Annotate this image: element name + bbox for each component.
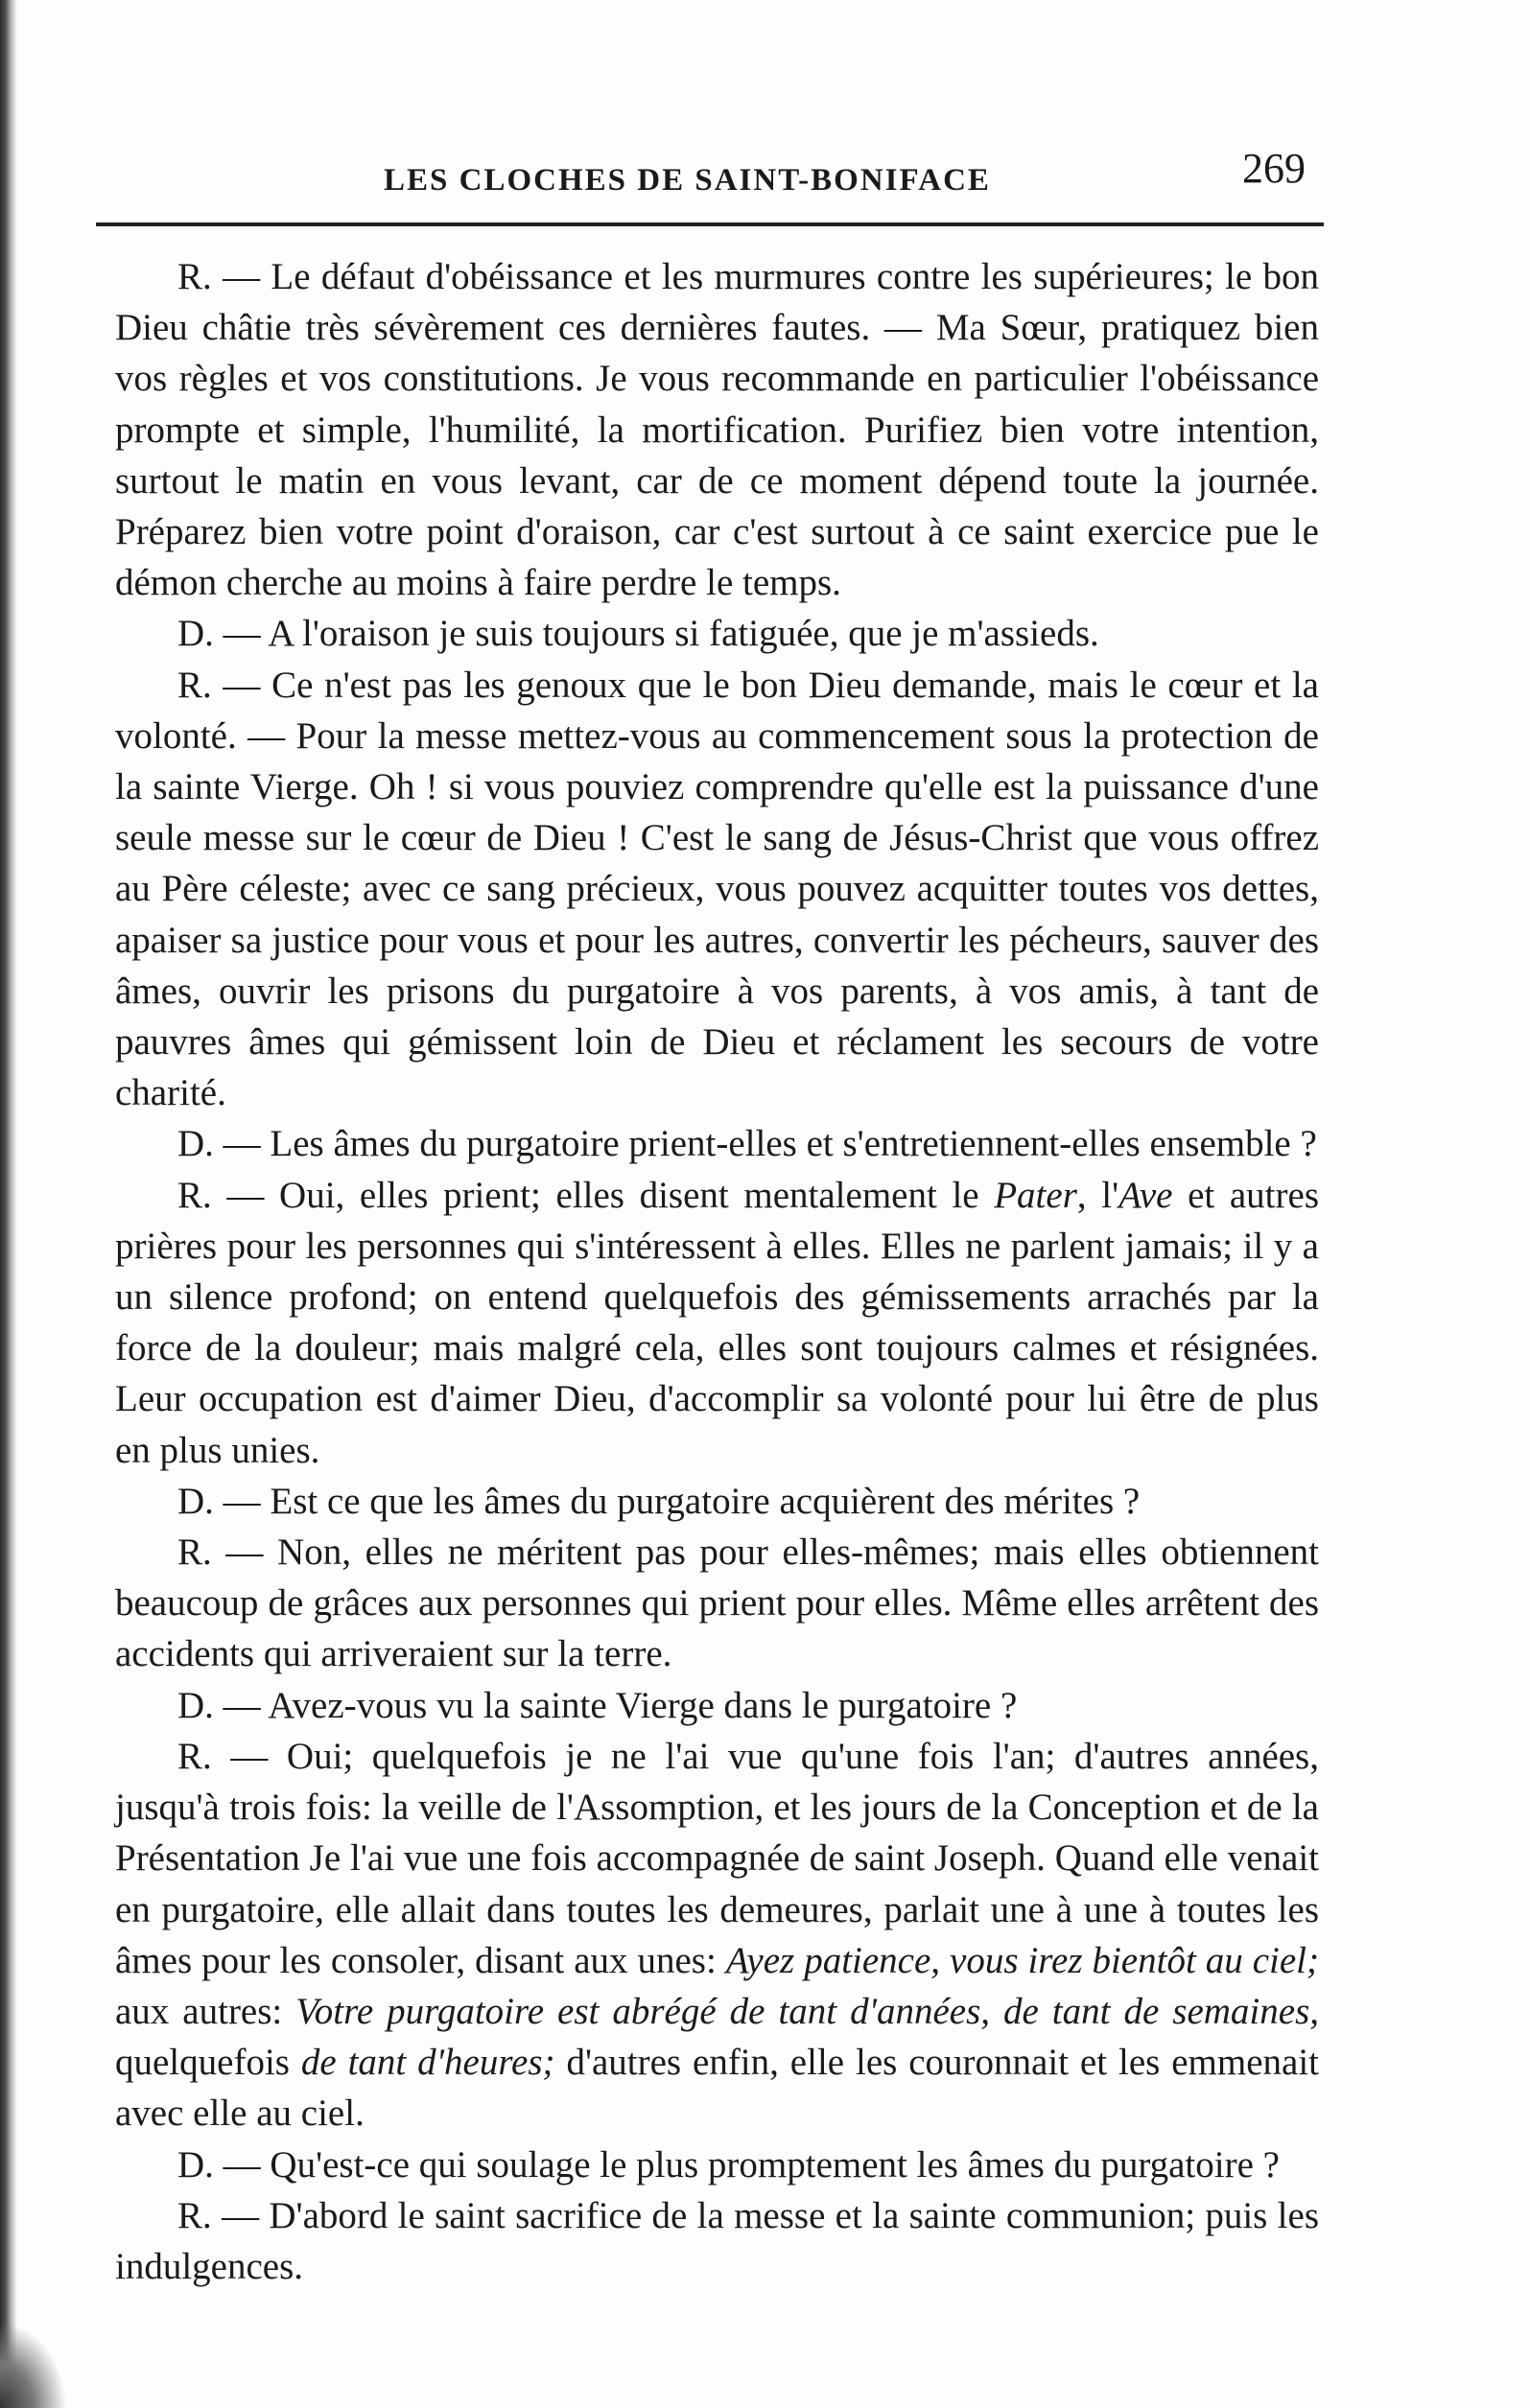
italic-term-ave: Ave [1118, 1174, 1173, 1216]
paragraph: R. — D'abord le saint sacrifice de la messe et la sainte communion; puis les indulgences. [115, 2194, 1319, 2287]
paragraph-text: et autres prières pour les personnes qui s'intéressent à elles. Elles ne parlent jamais; il y a un silence profond; on entend quelquefois des gémissements arrachés par la force de la douleur; mais malgré cela, elles sont toujours calmes et résignées. Leur occupation est d'aimer Dieu, d'accomplir sa volonté pour lui être de plus en plus unies. [115, 1174, 1319, 1471]
running-title: LES CLOCHES DE SAINT-BONIFACE [384, 163, 991, 198]
italic-quote: de tant d'heures; [300, 2042, 555, 2084]
italic-term-pater: Pater [994, 1174, 1077, 1216]
paragraph: D. — Les âmes du purgatoire prient-elles et s'entretiennent-elles ensemble ? [177, 1123, 1317, 1165]
paragraph-text: d'autres enfin, elle les couronnait et les emmenait avec elle au ciel. [115, 2042, 1319, 2135]
paragraph-text: aux autres: [115, 1990, 296, 2032]
paragraph-text: R. — Oui, elles prient; elles disent mentalement le [177, 1174, 995, 1216]
italic-quote: Ayez patience, vous irez bientôt au ciel; [725, 1939, 1319, 1981]
paragraph: R. — Le défaut d'obéissance et les murmures contre les supérieures; le bon Dieu châtie très sévèrement ces dernières fautes. — Ma Sœur, pratiquez bien vos règles et vos constitutions. Je vous recommande en particulier l'obéissance prompte et simple, l'humilité, la mortification. Purifiez bien votre intention, surtout le matin en vous levant, car de ce moment dépend toute la journée. Préparez bien votre point d'oraison, car c'est surtout à ce saint exercice pue le démon cherche au moins à faire perdre le temps. [115, 256, 1319, 604]
italic-quote: Votre purgatoire est abrégé de tant d'années, de tant de semaines, [295, 1990, 1319, 2032]
paragraph-text: , l' [1076, 1174, 1119, 1216]
paragraph: R. — Ce n'est pas les genoux que le bon Dieu demande, mais le cœur et la volonté. — Pour la messe mettez-vous au commencement sous la protection de la sainte Vierge. Oh ! si vous pouviez comprendre qu'elle est la puissance d'une seule messe sur le cœur de Dieu ! C'est le sang de Jésus-Christ que vous offrez au Père céleste; avec ce sang précieux, vous pouvez acquitter toutes vos dettes, apaiser sa justice pour vous et pour les autres, convertir les pécheurs, sauver des âmes, ouvrir les prisons du purgatoire à vos parents, à vos amis, à tant de pauvres âmes qui gémissent loin de Dieu et réclament les secours de votre charité. [115, 664, 1319, 1114]
header-rule [96, 222, 1324, 226]
paragraph: D. — A l'oraison je suis toujours si fatiguée, que je m'assieds. [177, 613, 1099, 655]
paragraph: D. — Avez-vous vu la sainte Vierge dans le purgatoire ? [177, 1684, 1018, 1726]
page-corner-shadow [0, 2322, 67, 2408]
paragraph [115, 1731, 1319, 2139]
page-header [96, 144, 1324, 201]
paragraph: D. — Qu'est-ce qui soulage le plus promptement les âmes du purgatoire ? [177, 2143, 1280, 2186]
paragraph: R. — Non, elles ne méritent pas pour elles-mêmes; mais elles obtiennent beaucoup de grâces aux personnes qui prient pour elles. Même elles arrêtent des accidents qui arriveraient sur la terre. [115, 1531, 1319, 1675]
page-number: 269 [1242, 145, 1306, 192]
paragraph-text: R. — Oui; quelquefois je ne l'ai vue qu'une fois l'an; d'autres années, jusqu'à trois fois: la veille de l'Assomption, et les jours de la Conception et de la Présentation Je l'ai vue une fois accompagnée de saint Joseph. Quand elle venait en purgatoire, elle allait dans toutes les demeures, parlait une à une à toutes les âmes pour les consoler, disant aux unes: [115, 1735, 1319, 1981]
paragraph: D. — Est ce que les âmes du purgatoire acquièrent des mérites ? [177, 1480, 1141, 1522]
paragraph [115, 1170, 1319, 1476]
page-edge-shadow [0, 0, 17, 2408]
body-text [115, 251, 1319, 2292]
paragraph-text: quelquefois [115, 2042, 301, 2084]
